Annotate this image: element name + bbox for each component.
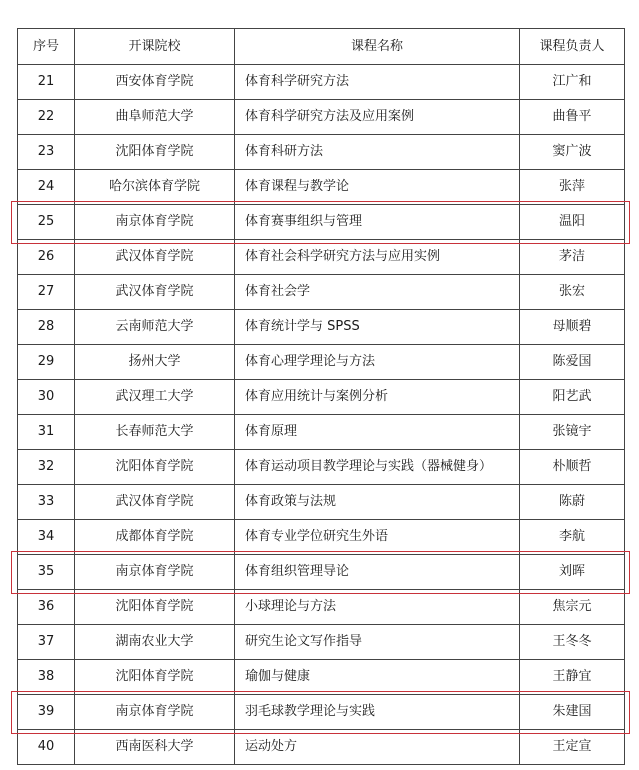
row-num: 22 bbox=[18, 100, 75, 135]
table-header-row bbox=[18, 29, 625, 65]
row-course: 体育专业学位研究生外语 bbox=[235, 520, 520, 555]
row-lead: 陈蔚 bbox=[520, 485, 625, 520]
row-num: 31 bbox=[18, 415, 75, 450]
row-lead: 陈爱国 bbox=[520, 345, 625, 380]
row-school: 沈阳体育学院 bbox=[75, 660, 235, 695]
table-row bbox=[18, 205, 625, 240]
row-school: 成都体育学院 bbox=[75, 520, 235, 555]
row-school: 南京体育学院 bbox=[75, 205, 235, 240]
table-row bbox=[18, 275, 625, 310]
row-num: 40 bbox=[18, 730, 75, 765]
table-row bbox=[18, 485, 625, 520]
row-num: 38 bbox=[18, 660, 75, 695]
row-lead: 温阳 bbox=[520, 205, 625, 240]
row-school: 南京体育学院 bbox=[75, 555, 235, 590]
row-school: 长春师范大学 bbox=[75, 415, 235, 450]
row-num: 23 bbox=[18, 135, 75, 170]
row-school: 西南医科大学 bbox=[75, 730, 235, 765]
row-course: 小球理论与方法 bbox=[235, 590, 520, 625]
row-num: 27 bbox=[18, 275, 75, 310]
header-course: 课程名称 bbox=[235, 29, 520, 65]
header-school: 开课院校 bbox=[75, 29, 235, 65]
row-school: 武汉理工大学 bbox=[75, 380, 235, 415]
row-school: 南京体育学院 bbox=[75, 695, 235, 730]
row-school: 曲阜师范大学 bbox=[75, 100, 235, 135]
row-course: 羽毛球教学理论与实践 bbox=[235, 695, 520, 730]
table-row bbox=[18, 65, 625, 100]
table-row bbox=[18, 170, 625, 205]
table-row bbox=[18, 555, 625, 590]
row-course: 体育科研方法 bbox=[235, 135, 520, 170]
table-row bbox=[18, 730, 625, 765]
table-row bbox=[18, 415, 625, 450]
row-lead: 曲鲁平 bbox=[520, 100, 625, 135]
row-course: 体育统计学与 SPSS bbox=[235, 310, 520, 345]
row-course: 体育社会学 bbox=[235, 275, 520, 310]
row-num: 33 bbox=[18, 485, 75, 520]
row-num: 32 bbox=[18, 450, 75, 485]
row-school: 扬州大学 bbox=[75, 345, 235, 380]
row-course: 运动处方 bbox=[235, 730, 520, 765]
row-course: 体育原理 bbox=[235, 415, 520, 450]
row-school: 西安体育学院 bbox=[75, 65, 235, 100]
row-school: 湖南农业大学 bbox=[75, 625, 235, 660]
row-lead: 母顺碧 bbox=[520, 310, 625, 345]
table-row bbox=[18, 380, 625, 415]
row-num: 25 bbox=[18, 205, 75, 240]
row-school: 武汉体育学院 bbox=[75, 240, 235, 275]
row-lead: 刘晖 bbox=[520, 555, 625, 590]
row-course: 体育科学研究方法 bbox=[235, 65, 520, 100]
row-num: 35 bbox=[18, 555, 75, 590]
table-row bbox=[18, 135, 625, 170]
row-school: 武汉体育学院 bbox=[75, 485, 235, 520]
row-school: 哈尔滨体育学院 bbox=[75, 170, 235, 205]
table-row bbox=[18, 590, 625, 625]
row-num: 21 bbox=[18, 65, 75, 100]
row-lead: 张镜宇 bbox=[520, 415, 625, 450]
row-lead: 焦宗元 bbox=[520, 590, 625, 625]
row-num: 26 bbox=[18, 240, 75, 275]
row-lead: 王定宣 bbox=[520, 730, 625, 765]
row-lead: 茅洁 bbox=[520, 240, 625, 275]
row-course: 体育课程与教学论 bbox=[235, 170, 520, 205]
row-school: 沈阳体育学院 bbox=[75, 590, 235, 625]
row-course: 研究生论文写作指导 bbox=[235, 625, 520, 660]
row-course: 体育科学研究方法及应用案例 bbox=[235, 100, 520, 135]
row-course: 体育应用统计与案例分析 bbox=[235, 380, 520, 415]
row-num: 37 bbox=[18, 625, 75, 660]
row-course: 瑜伽与健康 bbox=[235, 660, 520, 695]
row-lead: 江广和 bbox=[520, 65, 625, 100]
row-lead: 朴顺哲 bbox=[520, 450, 625, 485]
table-row bbox=[18, 660, 625, 695]
row-lead: 王冬冬 bbox=[520, 625, 625, 660]
row-num: 28 bbox=[18, 310, 75, 345]
course-table bbox=[17, 28, 625, 765]
row-num: 29 bbox=[18, 345, 75, 380]
table-row bbox=[18, 310, 625, 345]
table-row bbox=[18, 520, 625, 555]
row-lead: 张宏 bbox=[520, 275, 625, 310]
row-lead: 王静宜 bbox=[520, 660, 625, 695]
row-course: 体育运动项目教学理论与实践（器械健身） bbox=[235, 450, 520, 485]
course-list-document bbox=[17, 28, 624, 764]
row-school: 沈阳体育学院 bbox=[75, 135, 235, 170]
row-school: 沈阳体育学院 bbox=[75, 450, 235, 485]
row-course: 体育政策与法规 bbox=[235, 485, 520, 520]
row-lead: 窦广波 bbox=[520, 135, 625, 170]
row-num: 34 bbox=[18, 520, 75, 555]
table-row bbox=[18, 100, 625, 135]
row-course: 体育社会科学研究方法与应用实例 bbox=[235, 240, 520, 275]
row-lead: 阳艺武 bbox=[520, 380, 625, 415]
row-num: 30 bbox=[18, 380, 75, 415]
row-course: 体育心理学理论与方法 bbox=[235, 345, 520, 380]
row-num: 36 bbox=[18, 590, 75, 625]
table-row bbox=[18, 625, 625, 660]
row-lead: 朱建国 bbox=[520, 695, 625, 730]
row-course: 体育赛事组织与管理 bbox=[235, 205, 520, 240]
row-lead: 张萍 bbox=[520, 170, 625, 205]
row-school: 武汉体育学院 bbox=[75, 275, 235, 310]
table-row bbox=[18, 695, 625, 730]
header-lead: 课程负责人 bbox=[520, 29, 625, 65]
table-row bbox=[18, 345, 625, 380]
header-num: 序号 bbox=[18, 29, 75, 65]
row-lead: 李航 bbox=[520, 520, 625, 555]
row-num: 39 bbox=[18, 695, 75, 730]
row-num: 24 bbox=[18, 170, 75, 205]
row-course: 体育组织管理导论 bbox=[235, 555, 520, 590]
row-school: 云南师范大学 bbox=[75, 310, 235, 345]
table-row bbox=[18, 450, 625, 485]
table-row bbox=[18, 240, 625, 275]
